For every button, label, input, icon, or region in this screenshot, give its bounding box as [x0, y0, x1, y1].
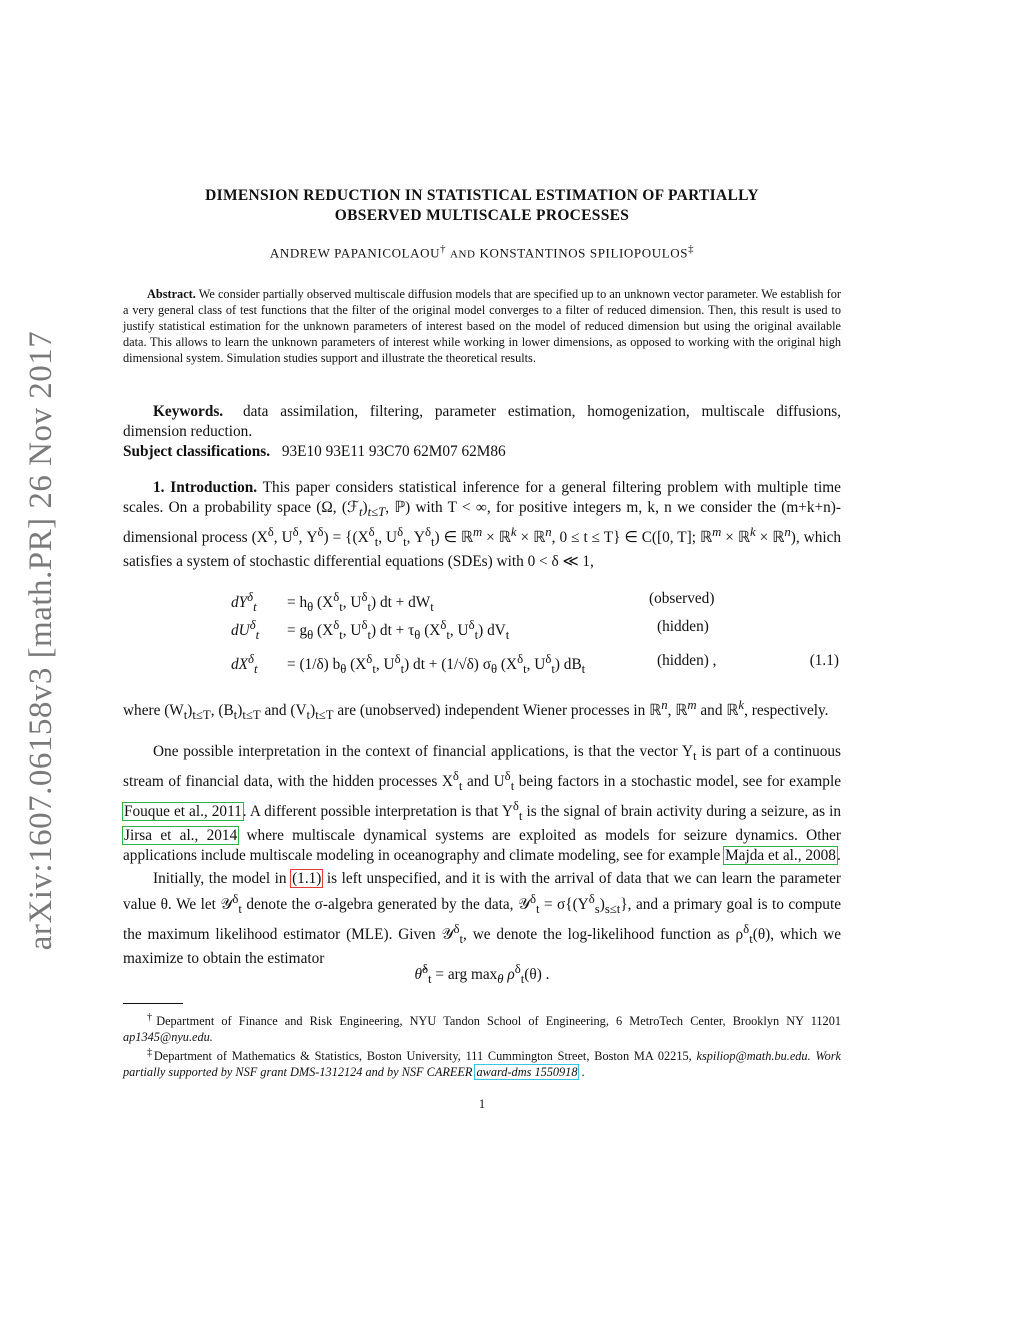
argmax-equation: θ̂$^\delta_t$ = arg $\max_\theta \rho^\delta_t(\theta)$ .	[414, 962, 550, 987]
authors	[123, 243, 841, 261]
where-text-1: where (W	[123, 702, 184, 720]
keywords-label: Keywords.	[153, 403, 224, 420]
keywords	[123, 402, 841, 442]
para3-text-6: , we denote the log-likelihood function as ρ	[463, 926, 744, 944]
para3-text-3: denote the σ-algebra generated by the data, 𝒴	[241, 896, 530, 914]
fn1-email: ap1345@nyu.edu.	[123, 1030, 213, 1045]
intro-text-1b: )	[362, 499, 368, 516]
argmax-operator: = arg max	[435, 966, 498, 984]
eq3-rhs-a: = (1/δ) b	[287, 656, 341, 674]
para2-text-8: .	[836, 847, 841, 865]
footnote-rule	[123, 1003, 183, 1004]
eq2-rhs-c: ) dV	[478, 622, 506, 640]
equation-number: (1.1)	[809, 652, 839, 669]
fn1-text: Department of Finance and Risk Engineering, NYU Tandon School of Engineering, 6 MetroTech Center, Brooklyn NY 11201	[156, 1014, 841, 1029]
intro-sub-1: t	[358, 505, 363, 520]
argmax-rhs: ρ	[507, 966, 515, 984]
where-text-4: are (unobserved) independent Wiener processes in ℝ	[333, 702, 662, 720]
footnotes	[123, 1010, 841, 1080]
para2-text-3: and U	[462, 773, 505, 791]
title-line-1: DIMENSION REDUCTION IN STATISTICAL ESTIMATION OF PARTIALLY	[205, 187, 759, 204]
equation-hidden-u: $dU^\delta_t$ = $g_\theta$ ($X^\delta_t$, $U^\delta_t$) dt + $\tau_\theta$ ($X^\delta_t$, $U^\delta_t$) $dV_t$ (hidden)	[231, 618, 709, 643]
arxiv-identifier: arXiv:1607.06158v3 [math.PR] 26 Nov 2017	[23, 330, 60, 950]
author-1-mark: †	[440, 243, 447, 255]
intro-text-1e: ) ∈ ℝ	[434, 529, 473, 547]
intro-text-1f: , 0 ≤ t ≤ T} ∈ C([0, T]; ℝ	[551, 529, 713, 547]
author-conjunction: AND	[449, 248, 476, 261]
eq3-lhs: dX	[231, 656, 248, 674]
equation-hidden-x: $dX^\delta_t$ = (1/δ) $b_\theta$ ($X^\delta_t$, $U^\delta_t$) dt + (1/√δ) $\sigma_\theta$ ($X^\delta_t$, $U^\delta_t$) $dB_t$ (hidden) , (1.1)	[231, 652, 839, 677]
where-text-3: and (V	[260, 702, 307, 720]
introduction-paragraph: 1. Introduction. This paper considers statistical inference for a general filtering problem with multiple time scales. On a probability space (Ω, $(ℱ_t)_{t\le T}$, ℙ) with T < ∞, for positive integers m, k, n we consider the (m+k+n)-dimensional process ($X^\delta$, $U^\delta$, $Y^\delta) = \{(X^\delta_t$, $U^\delta_t$, $Y^\delta_t$) ∈ ℝ$^m$ × ℝ$^k$ × ℝ$^n$, 0 ≤ t ≤ T} ∈ C([0, T]; ℝ$^m$ × ℝ$^k$ × ℝ$^n$), which satisfies a system of stochastic differential equations (SDEs) with 0 < δ ≪ 1,	[123, 479, 842, 571]
where-text-7: , respectively.	[744, 702, 829, 720]
title-line-2: OBSERVED MULTISCALE PROCESSES	[334, 207, 630, 224]
award-link[interactable]: award-dms 1550918	[476, 1065, 578, 1080]
argmax-lhs: θ̂	[414, 966, 423, 984]
fn2-support: Work partially supported by NSF grant DMS-1312124 and by NSF CAREER	[123, 1049, 841, 1080]
para2-text-5: . A different possible interpretation is that Y	[242, 803, 513, 821]
footnote-2	[123, 1045, 841, 1080]
eq2-lhs: dU	[231, 622, 250, 640]
where-text-2: , (B	[210, 702, 234, 720]
intro-text-1d: ) = {(X	[323, 529, 369, 547]
para2-text-2: is part of a continuous stream of financial data, with the hidden processes X	[123, 743, 841, 791]
abstract	[123, 286, 841, 366]
citation-fouque-2011[interactable]: Fouque et al., 2011	[124, 803, 242, 821]
applications-paragraph: One possible interpretation in the context of financial applications, is that the vector $Y_t$ is part of a continuous stream of financial data, with the hidden processes $X^\delta_t$ and $U^\delta_t$ being factors in a stochastic model, see for example Fouque et al., 2011. A different possible interpretation is that $Y^\delta_t$ is the signal of brain activity during a seizure, as in Jirsa et al., 2014 where multiscale dynamical systems are exploited as models for seizure dynamics. Other applications include multiscale modeling in oceanography and climate modeling, see for example Majda et al., 2008.	[123, 743, 841, 865]
citation-jirsa-2014[interactable]: Jirsa et al., 2014	[124, 827, 238, 845]
subject-label: Subject classifications.	[123, 443, 271, 460]
author-1: ANDREW PAPANICOLAOU	[269, 245, 441, 261]
fn1-mark: †	[147, 1012, 157, 1023]
eq2-note: (hidden)	[657, 618, 709, 635]
eq3-note: (hidden) ,	[657, 652, 717, 669]
argmax-tail: (θ) .	[524, 966, 550, 984]
citation-majda-2008[interactable]: Majda et al., 2008	[725, 847, 836, 865]
eq1-lhs: dY	[231, 594, 248, 612]
intro-text-1: This paper considers statistical inference for a general filtering problem with multiple time scales. On a probability space (Ω, (ℱ	[123, 479, 841, 516]
fn2-mark: ‡	[147, 1047, 154, 1059]
eq2-rhs-a: = g	[287, 622, 308, 640]
para3-text-5: }, and a primary goal is to compute the maximum likelihood estimator (MLE). Given 𝒴	[123, 896, 841, 944]
equation-reference-1-1[interactable]: (1.1)	[292, 870, 322, 887]
intro-text-1g: ), which satisfies a system of stochastic differential equations (SDEs) with 0 < δ ≪ 1,	[123, 529, 842, 571]
arxiv-stamp	[22, 330, 62, 950]
footnote-1	[123, 1010, 841, 1045]
para2-text-1: One possible interpretation in the context of financial applications, is that the vector Y	[153, 743, 694, 760]
where-paragraph: where $(W_t)_{t\le T}$, $(B_t)_{t\le T}$ and $(V_t)_{t\le T}$ are (unobserved) independent Wiener processes in ℝ$^n$, ℝ$^m$ and ℝ$^k$, respectively.	[123, 698, 829, 723]
mle-paragraph: Initially, the model in (1.1) is left unspecified, and it is with the arrival of data that we can learn the parameter value θ. We let 𝒴$^\delta_t$ denote the σ-algebra generated by the data, 𝒴$^\delta_t$ = $\sigma\{(Y^\delta_s)_{s\le t}\}$, and a primary goal is to compute the maximum likelihood estimator (MLE). Given 𝒴$^\delta_t$, we denote the log-likelihood function as $\rho^\delta_t(\theta)$, which we maximize to obtain the estimator	[123, 870, 842, 968]
paper-title	[123, 186, 841, 226]
intro-text-1c: , ℙ) with T < ∞, for positive integers m, k, n we consider the (m+k+n)-dimensional process (X	[123, 499, 842, 547]
where-text-6: and ℝ	[696, 702, 739, 720]
equation-observed: $dY^\delta_t$ = $h_\theta$ ($X^\delta_t$, $U^\delta_t$) dt + $dW_t$ (observed)	[231, 590, 715, 615]
intro-sub-2: t≤T	[367, 505, 386, 520]
where-text-5: , ℝ	[667, 702, 688, 720]
eq1-note: (observed)	[649, 590, 715, 607]
para3-text-1: Initially, the model in	[153, 870, 292, 887]
author-2: KONSTANTINOS SPILIOPOULOS	[479, 245, 689, 261]
keywords-text: data assimilation, filtering, parameter estimation, homogenization, multiscale diffusions, dimension reduction.	[123, 403, 841, 440]
subject-classifications	[123, 442, 841, 462]
argmax-under: θ	[497, 972, 504, 987]
fn2-email: kspiliop@math.bu.edu.	[696, 1049, 811, 1064]
para2-text-6: is the signal of brain activity during a seizure, as in	[522, 803, 841, 821]
eq3-rhs-c: ) dB	[554, 656, 582, 674]
fn2-text: Department of Mathematics & Statistics, Boston University, 111 Cummington Street, Boston MA 02215,	[153, 1049, 697, 1064]
subject-codes: 93E10 93E11 93C70 62M07 62M86	[281, 443, 506, 460]
eq1-rhs-a: = h	[287, 594, 308, 612]
eq3-rhs-b: ) dt + (1/√δ) σ	[404, 656, 491, 674]
fn2-end: .	[578, 1065, 585, 1080]
section-heading: 1. Introduction.	[153, 479, 258, 496]
eq2-rhs-b: ) dt + τ	[371, 622, 415, 640]
para2-text-7: where multiscale dynamical systems are exploited as models for seizure dynamics. Other applications include multiscale modeling in oceanography and climate modeling, see for example	[123, 827, 841, 865]
para3-text-4: = σ{(Y	[539, 896, 589, 914]
eq1-rhs-c: ) dt + dW	[371, 594, 431, 612]
eq1-rhs-b: (X	[317, 594, 334, 612]
page-number: 1	[478, 1097, 486, 1111]
author-2-mark: ‡	[688, 243, 695, 255]
para3-text-2: is left unspecified, and it is with the arrival of data that we can learn the parameter value θ. We let 𝒴	[123, 870, 841, 914]
abstract-label: Abstract.	[147, 287, 196, 301]
para2-text-4: being factors in a stochastic model, see for example	[514, 773, 841, 791]
para3-text-7: (θ), which we maximize to obtain the estimator	[123, 926, 842, 968]
abstract-text: We consider partially observed multiscale diffusion models that are specified up to an unknown vector parameter. We establish for a very general class of test functions that the filter of the original model converges to a filter of reduced dimension. Then, this result is used to justify statistical estimation for the unknown parameters of interest based on the model of reduced dimension but using the original available data. This allows to learn the unknown parameters of interest while working in lower dimensions, as opposed to working with the original high dimensional system. Simulation studies support and illustrate the theoretical results.	[123, 287, 841, 365]
